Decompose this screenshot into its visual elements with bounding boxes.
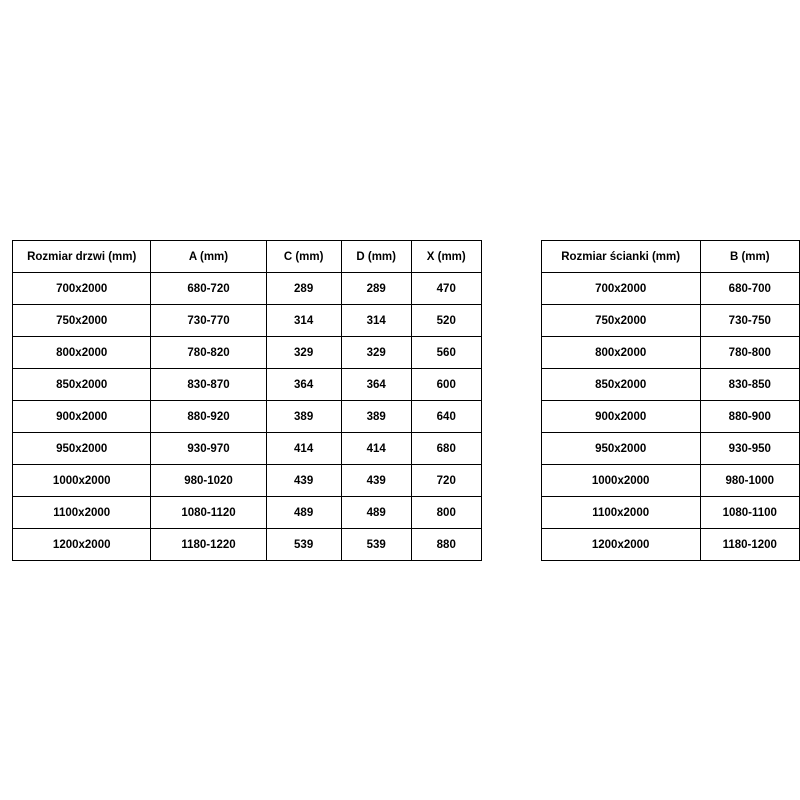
cell-d: 414 [341,433,411,465]
cell-d: 364 [341,369,411,401]
doors-dimensions-table [12,240,482,561]
table-row [541,337,799,369]
table-header-row [13,241,482,273]
cell-door-size: 850x2000 [13,369,151,401]
table-row [13,369,482,401]
cell-a: 680-720 [151,273,266,305]
wall-table-body [541,273,799,561]
column-header-c: C (mm) [266,241,341,273]
cell-a: 780-820 [151,337,266,369]
column-header-wall-size: Rozmiar ścianki (mm) [541,241,700,273]
table-row [541,497,799,529]
cell-c: 289 [266,273,341,305]
cell-d: 389 [341,401,411,433]
table-row [541,305,799,337]
table-row [13,465,482,497]
cell-door-size: 700x2000 [13,273,151,305]
cell-d: 539 [341,529,411,561]
wall-dimensions-table [541,240,800,561]
tables-container [0,240,800,561]
table-row [541,465,799,497]
cell-c: 329 [266,337,341,369]
cell-door-size: 750x2000 [13,305,151,337]
cell-b: 680-700 [700,273,799,305]
cell-wall-size: 1000x2000 [541,465,700,497]
cell-c: 539 [266,529,341,561]
cell-x: 600 [411,369,481,401]
table-row [541,273,799,305]
table-row [13,433,482,465]
cell-c: 414 [266,433,341,465]
cell-b: 880-900 [700,401,799,433]
cell-a: 1180-1220 [151,529,266,561]
cell-x: 560 [411,337,481,369]
cell-wall-size: 950x2000 [541,433,700,465]
cell-b: 780-800 [700,337,799,369]
cell-door-size: 900x2000 [13,401,151,433]
table-row [541,401,799,433]
cell-b: 1080-1100 [700,497,799,529]
cell-door-size: 1100x2000 [13,497,151,529]
cell-d: 314 [341,305,411,337]
cell-d: 289 [341,273,411,305]
table-row [13,337,482,369]
cell-a: 830-870 [151,369,266,401]
cell-b: 730-750 [700,305,799,337]
cell-door-size: 1000x2000 [13,465,151,497]
cell-a: 980-1020 [151,465,266,497]
cell-wall-size: 700x2000 [541,273,700,305]
cell-c: 314 [266,305,341,337]
cell-x: 520 [411,305,481,337]
cell-a: 880-920 [151,401,266,433]
cell-door-size: 800x2000 [13,337,151,369]
doors-table-header [13,241,482,273]
column-header-a: A (mm) [151,241,266,273]
column-header-door-size: Rozmiar drzwi (mm) [13,241,151,273]
table-row [13,305,482,337]
cell-wall-size: 1100x2000 [541,497,700,529]
cell-c: 364 [266,369,341,401]
table-row [13,497,482,529]
column-header-x: X (mm) [411,241,481,273]
cell-x: 470 [411,273,481,305]
cell-x: 640 [411,401,481,433]
cell-d: 439 [341,465,411,497]
table-row [13,529,482,561]
cell-d: 489 [341,497,411,529]
wall-table-header [541,241,799,273]
cell-d: 329 [341,337,411,369]
cell-b: 930-950 [700,433,799,465]
cell-a: 1080-1120 [151,497,266,529]
cell-a: 730-770 [151,305,266,337]
table-row [541,369,799,401]
cell-a: 930-970 [151,433,266,465]
cell-c: 439 [266,465,341,497]
table-header-row [541,241,799,273]
table-row [541,433,799,465]
table-row [541,529,799,561]
cell-door-size: 950x2000 [13,433,151,465]
cell-door-size: 1200x2000 [13,529,151,561]
cell-b: 1180-1200 [700,529,799,561]
cell-b: 830-850 [700,369,799,401]
table-row [13,401,482,433]
cell-wall-size: 900x2000 [541,401,700,433]
cell-wall-size: 750x2000 [541,305,700,337]
column-header-d: D (mm) [341,241,411,273]
cell-x: 720 [411,465,481,497]
cell-x: 680 [411,433,481,465]
cell-c: 489 [266,497,341,529]
table-row [13,273,482,305]
cell-wall-size: 850x2000 [541,369,700,401]
cell-x: 800 [411,497,481,529]
column-header-b: B (mm) [700,241,799,273]
cell-wall-size: 1200x2000 [541,529,700,561]
cell-x: 880 [411,529,481,561]
cell-b: 980-1000 [700,465,799,497]
doors-table-body [13,273,482,561]
cell-wall-size: 800x2000 [541,337,700,369]
cell-c: 389 [266,401,341,433]
